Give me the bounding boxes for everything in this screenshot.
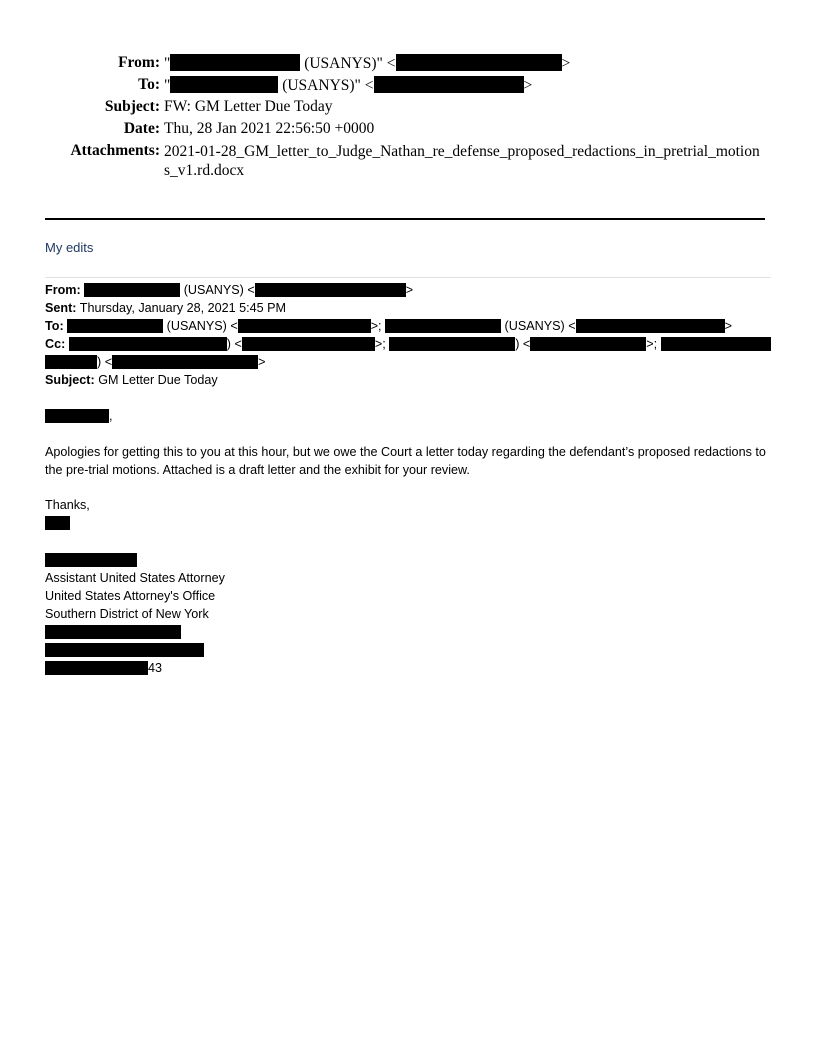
redaction	[385, 319, 501, 333]
header-date-row	[0, 118, 816, 140]
redaction	[255, 283, 406, 297]
to-label: To:	[138, 76, 160, 93]
redaction	[45, 661, 148, 675]
header-from-row	[0, 52, 816, 74]
redaction	[45, 355, 97, 369]
header-to-row	[0, 74, 816, 96]
redaction	[170, 54, 300, 71]
redaction	[374, 76, 524, 93]
message-divider	[45, 277, 771, 278]
signature-name-line	[45, 552, 137, 569]
date-label: Date:	[123, 120, 160, 137]
redaction	[242, 337, 375, 351]
subject-label: Subject:	[104, 98, 160, 115]
subject-value: FW: GM Letter Due Today	[164, 98, 333, 115]
fwd-cc-line: Cc: ) < >; ) < >;	[45, 336, 771, 353]
signature-district: Southern District of New York	[45, 607, 209, 621]
redaction	[69, 337, 227, 351]
redaction	[67, 319, 163, 333]
closing-name-line	[45, 515, 70, 532]
redaction	[84, 283, 180, 297]
fwd-sent-value: Thursday, January 28, 2021 5:45 PM	[79, 301, 287, 315]
header-divider	[45, 218, 765, 220]
to-value: " (USANYS)" < >	[164, 77, 533, 94]
redaction	[576, 319, 725, 333]
fwd-to-line: To: (USANYS) < >; (USANYS) < >	[45, 319, 732, 333]
redaction	[530, 337, 646, 351]
redaction	[396, 54, 562, 71]
redaction	[238, 319, 371, 333]
fwd-cc-cont-line: ) < >	[45, 354, 265, 371]
redaction	[45, 643, 204, 657]
signature-address-line-2	[45, 642, 204, 659]
fwd-subject-value: GM Letter Due Today	[98, 373, 218, 387]
fwd-cc-label: Cc:	[45, 337, 66, 351]
signature-phone-line: 43	[45, 660, 162, 677]
from-value: " (USANYS)" < >	[164, 55, 571, 72]
from-label: From:	[118, 54, 160, 71]
fwd-subject-line	[45, 372, 218, 389]
message-body: Apologies for getting this to you at this hour, but we owe the Court a letter today regarding the defendant’s proposed redactions to the pre-trial motions. Attached is a draft letter and the exhibit for your review.	[45, 445, 766, 477]
redaction	[661, 337, 771, 351]
signature-title: Assistant United States Attorney	[45, 571, 225, 585]
attachments-label: Attachments:	[70, 142, 160, 159]
header-subject-row	[0, 96, 816, 118]
redaction	[389, 337, 515, 351]
fwd-sent-label: Sent:	[45, 301, 77, 315]
redaction	[170, 76, 278, 93]
fwd-to-label: To:	[45, 319, 64, 333]
closing: Thanks,	[45, 498, 90, 512]
redaction	[112, 355, 258, 369]
email-header	[0, 52, 816, 179]
redaction	[45, 625, 181, 639]
signature-address-line-1	[45, 624, 181, 641]
signature-office: United States Attorney's Office	[45, 589, 216, 603]
fwd-from-label: From:	[45, 283, 81, 297]
fwd-from-line: From: (USANYS) < >	[45, 283, 414, 297]
fwd-subject-label: Subject:	[45, 373, 95, 387]
header-attachments-row	[0, 140, 816, 179]
fwd-sent-line	[45, 300, 286, 317]
date-value: Thu, 28 Jan 2021 22:56:50 +0000	[164, 120, 375, 137]
redaction	[45, 516, 70, 530]
greeting: ,	[45, 408, 113, 425]
redaction	[45, 553, 137, 567]
note-text: My edits	[45, 240, 94, 255]
attachment-filename: 2021-01-28_GM_letter_to_Judge_Nathan_re_defense_proposed_redactions_in_pretrial_motions_v1.rd.docx	[164, 143, 760, 179]
redaction	[45, 409, 109, 423]
